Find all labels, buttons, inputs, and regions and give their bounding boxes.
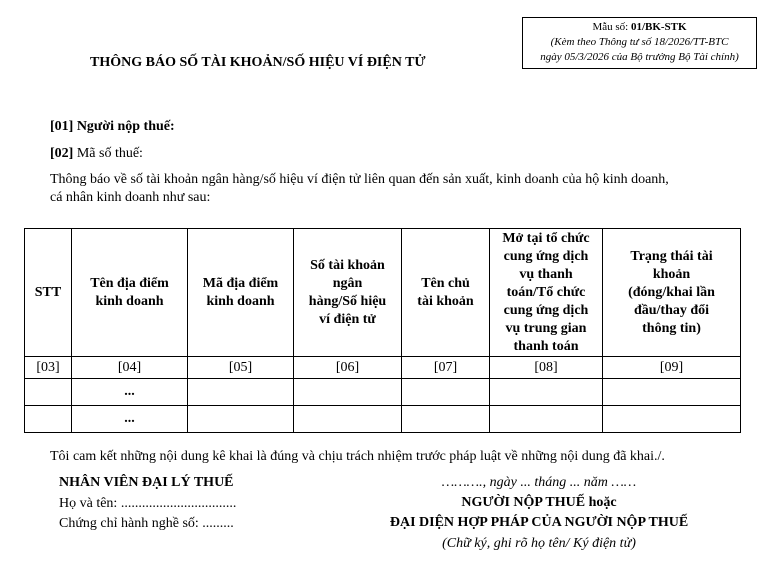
table-header-text: STT xyxy=(34,284,62,300)
form-code-box xyxy=(522,17,757,69)
form-note-line2: ngày 05/3/2026 của Bộ trưởng Bộ Tài chính) xyxy=(540,51,739,63)
table-row xyxy=(25,406,741,433)
table-header-text: Số tài khoản xyxy=(310,257,385,273)
document-title: THÔNG BÁO SỐ TÀI KHOẢN/SỐ HIỆU VÍ ĐIỆN TỬ xyxy=(90,55,426,70)
table-header-text: Mở tại tổ chức xyxy=(502,230,590,246)
table-cell xyxy=(294,406,402,433)
table-header-text: Trạng thái tài xyxy=(630,248,713,264)
table-header-cell xyxy=(402,229,490,357)
table-header-text: ví điện tử xyxy=(319,311,376,327)
table-header-text: cung ứng dịch xyxy=(503,248,589,264)
table-header-text: vụ thanh xyxy=(519,266,573,282)
table-header-text: (đóng/khai lần xyxy=(628,284,715,300)
table-header-text: Tên chủ xyxy=(421,275,470,291)
table-cell xyxy=(603,406,741,433)
table-cell xyxy=(25,406,72,433)
table-header-text: cung ứng dịch xyxy=(503,302,589,318)
signature-note: (Chữ ký, ghi rõ họ tên/ Ký điện tử) xyxy=(442,536,636,551)
table-header-cell xyxy=(490,229,603,357)
table-header-text: toán/Tổ chức xyxy=(506,284,586,300)
table-header-text: ngân xyxy=(332,275,363,291)
taxpayer-field-label: [01] Người nộp thuế: xyxy=(50,119,175,134)
form-note-line1: (Kèm theo Thông tư số 18/2026/TT-BTC xyxy=(550,36,729,48)
form-code-line xyxy=(523,20,756,35)
agent-cert-line: Chứng chỉ hành nghề số: ......... xyxy=(59,516,234,531)
table-cell xyxy=(402,406,490,433)
table-header-cell xyxy=(603,229,741,357)
tax-code-text: Mã số thuế: xyxy=(73,146,143,161)
table-code-cell: [08] xyxy=(490,357,603,379)
table-code-cell: [09] xyxy=(603,357,741,379)
table-header-text: thông tin) xyxy=(642,320,701,336)
agent-heading: NHÂN VIÊN ĐẠI LÝ THUẾ xyxy=(59,475,234,490)
tax-code-field-label xyxy=(50,146,143,162)
table-cell xyxy=(188,379,294,406)
table-header-text: vụ trung gian xyxy=(505,320,587,336)
signature-heading-1: NGƯỜI NỘP THUẾ hoặc xyxy=(461,495,617,510)
form-code-value: 01/BK-STK xyxy=(630,21,687,33)
agent-name-line: Họ và tên: ................................. xyxy=(59,496,237,511)
table-code-cell: [06] xyxy=(294,357,402,379)
table-cell xyxy=(490,406,603,433)
table-header-text: Mã địa điểm xyxy=(202,275,279,291)
table-header-text: thanh toán xyxy=(513,338,579,354)
table-code-cell: [07] xyxy=(402,357,490,379)
table-row xyxy=(25,379,741,406)
account-table xyxy=(24,228,741,433)
table-header-text: tài khoản xyxy=(417,293,474,309)
table-header-cell xyxy=(72,229,188,357)
table-cell xyxy=(490,379,603,406)
form-code-label: Mẫu số: xyxy=(592,21,631,33)
table-header-row xyxy=(25,229,741,357)
commitment-text: Tôi cam kết những nội dung kê khai là đúng và chịu trách nhiệm trước pháp luật về những nội dung đã khai./. xyxy=(50,449,665,464)
table-cell: ... xyxy=(72,406,188,433)
table-header-text: Tên địa điểm xyxy=(90,275,169,291)
signature-heading-2: ĐẠI DIỆN HỢP PHÁP CỦA NGƯỜI NỘP THUẾ xyxy=(389,515,689,530)
intro-line-1: Thông báo về số tài khoản ngân hàng/số hiệu ví điện tử liên quan đến sản xuất, kinh doanh của hộ kinh doanh, xyxy=(50,172,669,187)
table-header-cell xyxy=(294,229,402,357)
table-code-cell: [03] xyxy=(25,357,72,379)
table-header-text: khoản xyxy=(652,266,691,282)
table-cell: ... xyxy=(72,379,188,406)
intro-line-2: cá nhân kinh doanh như sau: xyxy=(50,190,211,205)
table-cell xyxy=(603,379,741,406)
signature-date-line: ………., ngày ... tháng ... năm …… xyxy=(441,475,637,490)
table-code-row xyxy=(25,357,741,379)
table-header-text: hàng/Số hiệu xyxy=(308,293,387,309)
table-cell xyxy=(402,379,490,406)
table-cell xyxy=(25,379,72,406)
table-code-cell: [04] xyxy=(72,357,188,379)
table-code-cell: [05] xyxy=(188,357,294,379)
table-cell xyxy=(188,406,294,433)
table-cell xyxy=(294,379,402,406)
table-header-text: kinh doanh xyxy=(95,293,164,309)
table-header-cell xyxy=(188,229,294,357)
tax-code-index: [02] xyxy=(50,146,74,161)
table-header-text: kinh doanh xyxy=(206,293,275,309)
table-header-cell xyxy=(25,229,72,357)
table-header-text: đầu/thay đổi xyxy=(633,302,710,318)
